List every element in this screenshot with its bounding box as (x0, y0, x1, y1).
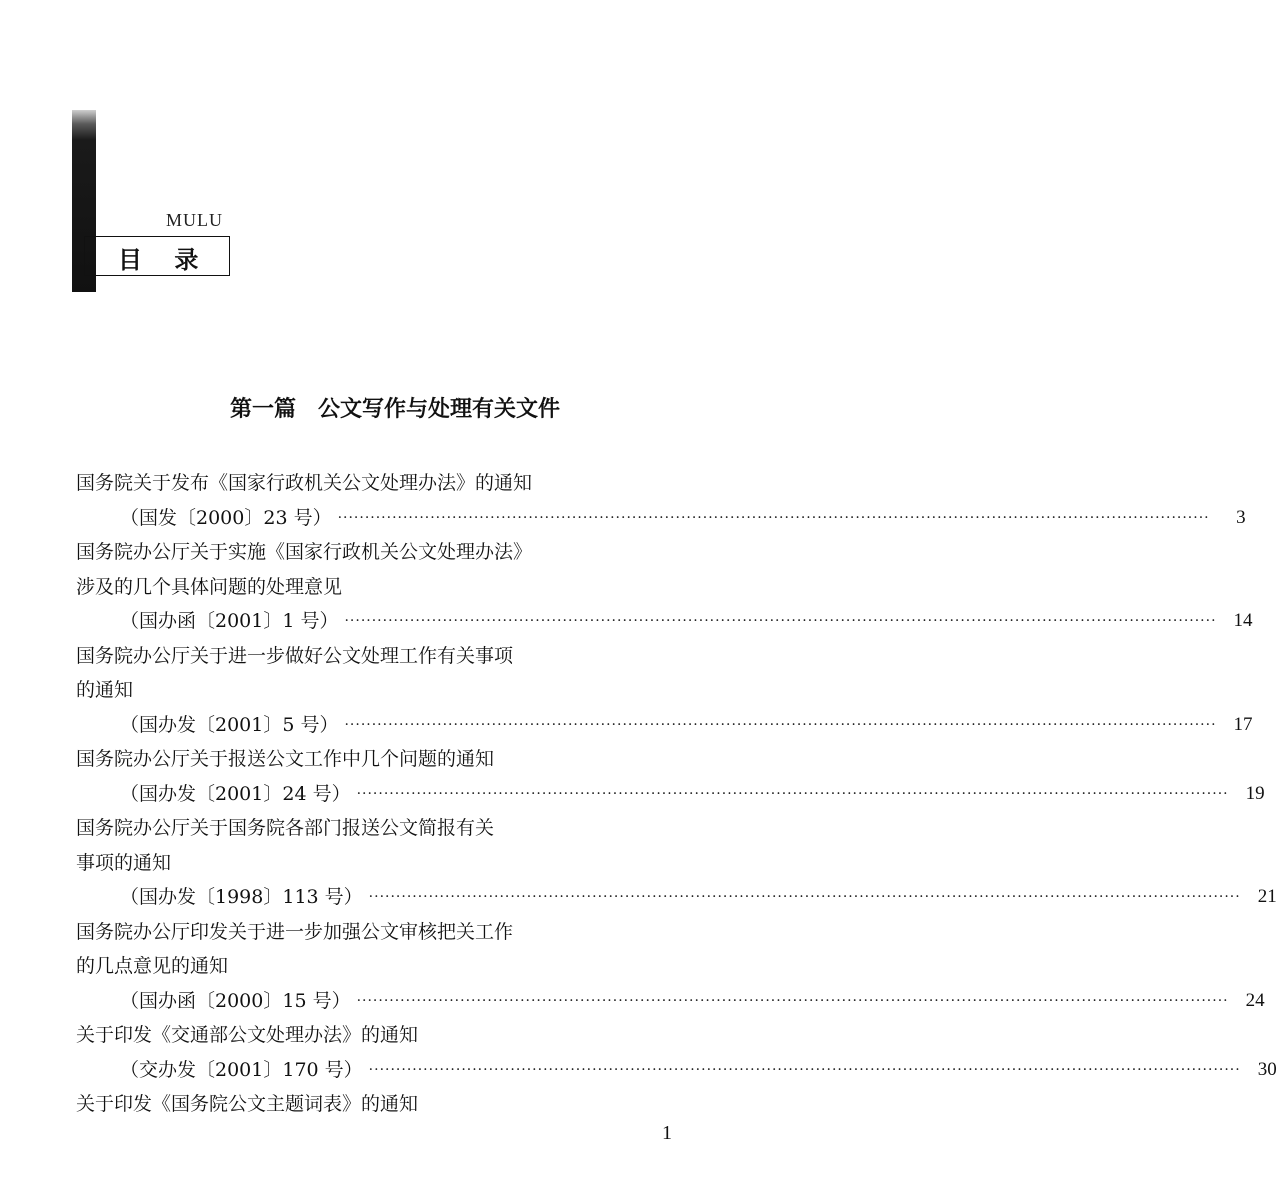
dot-leader: ································································································································································ (356, 992, 1229, 1009)
toc-entry-reference-line (76, 984, 1265, 1019)
dot-leader: ································································································································································ (368, 889, 1241, 905)
dot-leader: ································································································································································ (356, 785, 1229, 802)
toc-entry-title: 的通知 (76, 679, 134, 701)
toc-entry-title: 事项的通知 (76, 851, 172, 874)
document-number: （国办发〔2001〕24 号） (120, 782, 351, 805)
toc-entry[interactable] (76, 1018, 1277, 1087)
toc-page-number: 14 (1233, 610, 1253, 631)
toc-entry-title: 关于印发《交通部公文处理办法》的通知 (76, 1024, 419, 1046)
toc-entry-title: 国务院办公厅关于进一步做好公文处理工作有关事项 (76, 644, 514, 667)
document-number: （国发〔2000〕23 号） (120, 506, 332, 529)
toc-entry-reference-line (76, 708, 1253, 743)
toc-entry[interactable] (76, 1087, 706, 1122)
page-title: 目 录 (118, 245, 211, 274)
document-number: （国办函〔2000〕15 号） (120, 989, 351, 1012)
toc-entry[interactable] (76, 915, 1265, 1019)
table-of-contents (76, 466, 1277, 1122)
page-number: 1 (662, 1122, 672, 1144)
document-number: （国办函〔2001〕1 号） (120, 610, 339, 632)
toc-entry-reference-line (76, 501, 1246, 536)
dot-leader: ································································································································································ (337, 509, 1210, 526)
toc-page-number: 17 (1233, 713, 1253, 735)
toc-entry[interactable] (76, 742, 1265, 811)
toc-entry[interactable] (76, 639, 1253, 743)
dot-leader: ································································································································································ (368, 1061, 1241, 1078)
toc-entry-reference-line (76, 604, 1253, 639)
toc-page-number: 21 (1257, 886, 1277, 907)
toc-entry[interactable] (76, 535, 1253, 639)
toc-entry-title: 国务院办公厅关于报送公文工作中几个问题的通知 (76, 748, 495, 770)
toc-entry[interactable] (76, 466, 1246, 535)
toc-entry-title: 国务院办公厅关于实施《国家行政机关公文处理办法》 (76, 541, 533, 563)
toc-entry-title: 关于印发《国务院公文主题词表》的通知 (76, 1093, 419, 1115)
toc-entry-title: 国务院办公厅印发关于进一步加强公文审核把关工作 (76, 920, 514, 943)
document-number: （国办发〔1998〕113 号） (120, 886, 363, 908)
toc-entry-title: 国务院关于发布《国家行政机关公文处理办法》的通知 (76, 472, 533, 494)
toc-page-number: 3 (1236, 506, 1246, 528)
toc-entry-reference-line (76, 880, 1277, 915)
toc-entry-reference-line (76, 777, 1265, 812)
toc-page-number: 19 (1245, 782, 1265, 804)
mulu-label: MULU (166, 210, 223, 230)
section-title: 第一篇 公文写作与处理有关文件 (229, 397, 560, 422)
dot-leader: ································································································································································ (344, 716, 1217, 733)
document-number: （交办发〔2001〕170 号） (120, 1058, 363, 1081)
toc-entry-title: 国务院办公厅关于国务院各部门报送公文简报有关 (76, 817, 495, 839)
document-number: （国办发〔2001〕5 号） (120, 713, 339, 736)
toc-entry[interactable] (76, 811, 1277, 915)
toc-page-number: 30 (1257, 1058, 1277, 1080)
toc-page-number: 24 (1245, 989, 1265, 1011)
toc-entry-reference-line (76, 1053, 1277, 1088)
toc-entry-title: 的几点意见的通知 (76, 955, 229, 977)
toc-entry-title: 涉及的几个具体问题的处理意见 (76, 575, 343, 598)
dot-leader: ································································································································································ (344, 613, 1217, 629)
